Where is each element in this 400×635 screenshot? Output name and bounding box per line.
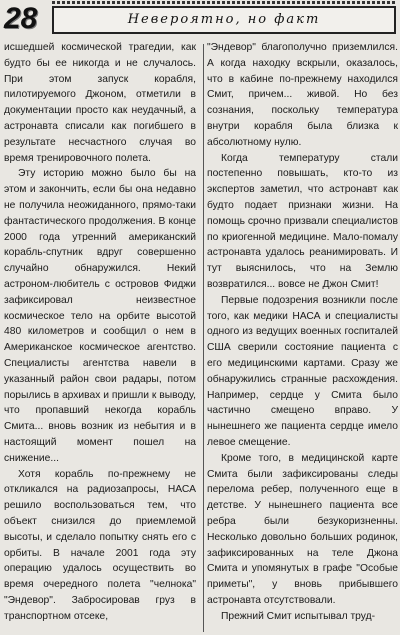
- article-column-right: [207, 40, 398, 635]
- article-column-left: [4, 40, 201, 635]
- paragraph: Эту историю можно было бы на этом и закончить, если бы она недавно не получила неожиданного, прямо-таки фантастического продолжения. В конце 2000 года утренний американский корабль-спутник вдруг совершенно случайно обнаружился. Некий астроном-любитель с островов Фиджи зафиксировал неизвестное космическое тело на орбите высотой 480 километров и сообщил о нем в Американское космическое агентство. Специалисты агентства навели в указанный район свои радары, потом порылись в архивах и пришли к выводу, что пропавший некогда корабль Смита... вновь возник из небытия и в настоящий момент пошел на снижение...: [4, 168, 196, 464]
- column-divider: [203, 44, 204, 632]
- page-header: [0, 0, 400, 40]
- paragraph: Хотя корабль по-прежнему не откликался на радиозапросы, НАСА решило воспользоваться тем, что объект снизился до приемлемой высоты, и сделало попытку снять его с орбиты. В начале 2001 года эту операцию удалось осуществить во время очередного полета "челнока" "Эндевор". Забросировав груз в транспортном отсеке,: [4, 468, 196, 622]
- paragraph: Прежний Смит испытывал труд-: [221, 610, 376, 622]
- paragraph: Когда температуру стали постепенно повышать, кто-то из экспертов заметил, что астронавт как будто подает признаки жизни. На помощь срочно призвали специалистов по криогенной медицине. Мало-помалу астронавта удалось реанимировать. И тут выяснилось, что на Землю возвратился... вовсе не Джон Смит!: [207, 152, 398, 290]
- page-number: 28: [4, 2, 38, 35]
- header-rule: [52, 1, 396, 4]
- paragraph: исшедшей космической трагедии, как будто бы ее никогда и не случалось. При этом запуск корабля, пилотируемого Джоном, отметили в документации просто как неудачный, а астронавта списали как погибшего в результате несчастного случая во время тренировочного полета.: [4, 42, 196, 164]
- section-rubric: Невероятно, но факт: [52, 6, 396, 34]
- paragraph: "Эндевор" благополучно приземлился. А когда находку вскрыли, оказалось, что в кабине по-прежнему находился Смит, причем... живой. Но без сознания, поскольку температура внутри корабля была близка к абсолютному нулю.: [207, 42, 398, 148]
- paragraph: Первые подозрения возникли после того, как медики НАСА и специалисты одного из ведущих военных госпиталей США сверили состояние пациента с его медицинскими картами. Сразу же обнаружились странные расхождения. Например, сердце у Смита было частично смещено вправо. У нынешнего же пациента сердце имело левое смещение.: [207, 294, 398, 448]
- paragraph: Кроме того, в медицинской карте Смита были зафиксированы следы перелома ребер, полученного еще в детстве. У нынешнего пациента все ребра были безукоризненны. Несколько довольно больших родинок, зафиксированных на теле Джона Смита и упомянутых в графе "Особые приметы", у вновь прибывшего астронавта отсутствовали.: [207, 452, 398, 606]
